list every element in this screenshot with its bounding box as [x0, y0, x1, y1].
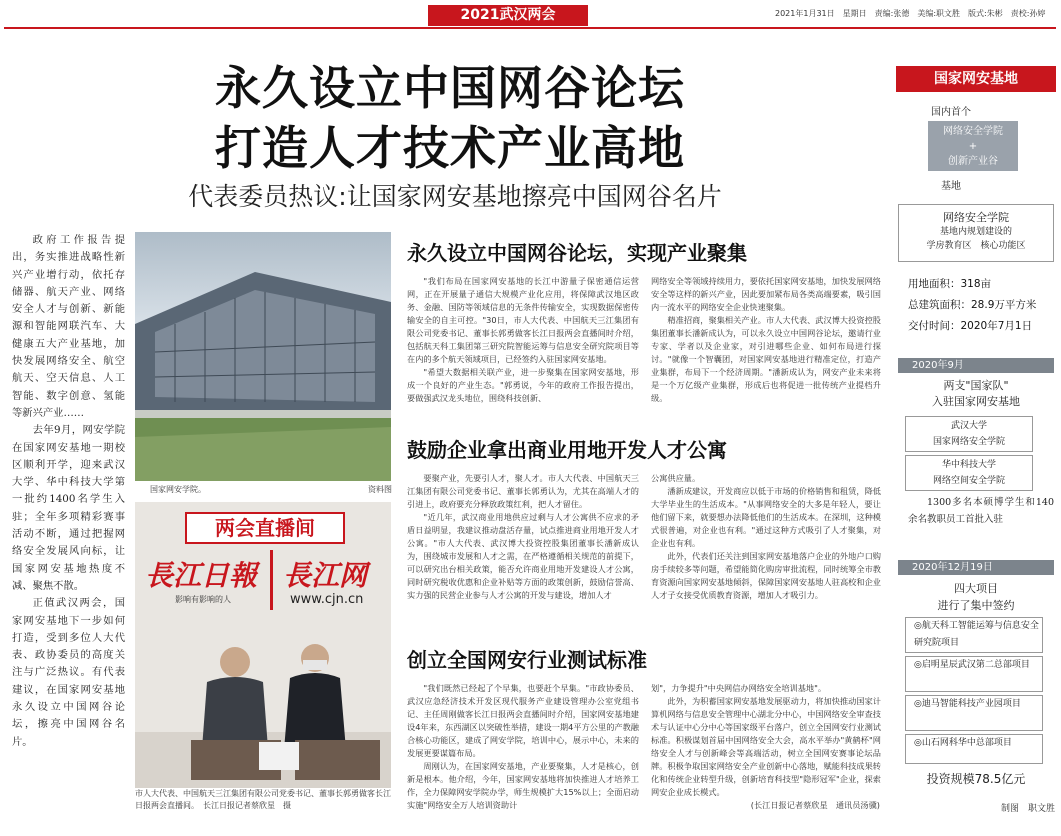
fact-land: 用地面积：318亩	[908, 278, 992, 290]
univ-school: 国家网络安全学院	[932, 437, 1005, 447]
sidebar-stats: 1300多名本硕博学生和140余名教职员工首批入驻	[908, 497, 1054, 525]
section-1-col-1	[407, 275, 639, 405]
paragraph: "我们既然已经起了个早集，也要赶个早集。"市政协委员、武汉应急经济技术开发区现代服务产业建设管理办公室党组书记、主任周刚做客长江日报两会直播间时介绍，国家网安基地建设4年来，东西湖区以突破性举措，建设一期4平方公里的产教融合核心功能区，建成了网安学院，培训中心，展示中心，未来的发展更要谋篇布局。	[407, 683, 639, 758]
brand-slogan: 影响有影响的人	[175, 595, 231, 604]
sidebar-base: 基地	[941, 181, 961, 192]
university-hust	[905, 455, 1033, 491]
article-credit: (长江日报记者蔡欣星 通讯员汤骥)	[750, 800, 880, 810]
sidebar-title: 国家网安基地	[896, 66, 1056, 92]
top-rule	[4, 27, 1056, 29]
headline-line-1: 永久设立中国网谷论坛	[215, 61, 685, 115]
univ-name: 华中科技大学	[941, 460, 996, 470]
paragraph: 划"，力争提升"中央网信办网络安全培训基地"。	[651, 683, 827, 693]
brand-right-logo: 長江网	[283, 559, 368, 592]
project-item: ◎山石网科华中总部项目	[905, 734, 1043, 764]
paragraph: "近几年，武汉商业用地供应过剩与人才公寓供不应求的矛盾日益明显，我建议推动盘活存量，试点推进商业用地开发人才公寓。"市人大代表、武汉博大投资控股集团董事长潘新成认为，围绕城市发展和人才之需，在严格遵循相关规范的前提下，可以研究出台相关政策，能否允许商业用地开发建设人才公寓，同时研究税收优惠和企业补贴等方面的政策创新，鼓励信誉高、实力强的民营企业参与人才公寓的开发与建设，增加人才	[407, 512, 639, 600]
section-banner: 2021武汉两会	[428, 5, 588, 26]
project-line-1: 四大项目	[954, 582, 998, 595]
interview-scene	[135, 622, 391, 788]
feature-line-1: 网络安全学院	[943, 126, 1003, 137]
sidebar-intro: 国内首个	[931, 107, 971, 118]
sidebar-facts	[908, 274, 1058, 337]
fact-delivery: 交付时间：2020年7月1日	[908, 320, 1033, 332]
studio-photo	[135, 502, 391, 788]
section-3-col-1	[407, 682, 639, 812]
sidebar-maker: 制图 职文胜	[1000, 804, 1055, 814]
univ-school: 网络空间安全学院	[932, 476, 1005, 486]
project-item: ◎迪马智能科技产业园项目	[905, 695, 1043, 731]
building-credit: 资料图	[368, 485, 392, 494]
building-photo	[135, 232, 391, 481]
paragraph: 此外，为积蓄国家网安基地发展驱动力，将加快推动国家计算机网络与信息安全管理中心湖北分中心，中国网络安全审查技术与认证中心分中心等国家级平台落户，创立全国网安行业测试标准。积极谋划首届中国网络安全大会，高水平举办"黄鹤杯"网络安全人才与创新峰会等高端活动，树立全国网安赛事论坛品牌。积极争取国家网络安全产业创新中心落地，赋能科技成果转化和传统企业转型升级，创新培育科技型"隐形冠军"企业，探索网安企业成长模式。	[651, 696, 881, 797]
sidebar-feature-box	[928, 121, 1018, 171]
lead-paragraph: 正值武汉两会，国家网安基地下一步如何打造，受到多位人大代表、政协委员的高度关注与广泛热议。有代表建议，在国家网安基地永久设立中国网谷论坛，擦亮中国网谷名片。	[12, 597, 125, 748]
paragraph: 潘新成建议，开发商应以低于市场的价格销售和租赁，降低大学毕业生的生活成本。"从事网络安全的大多是年轻人，要让他们留下来，就要想办法降低他们的生活成本。在深圳，这种模式很普遍，对企业也有利。"通过这种方式吸引了人才聚集，对企业也有利。	[651, 486, 881, 548]
team-line-2: 入驻国家网安基地	[932, 395, 1020, 408]
building-illustration	[135, 232, 391, 481]
paragraph: 网络安全等领域持续用力，要依托国家网安基地，加快发展网络安全等这样的新兴产业，因此要加紧布局各类高端要素，吸引国内一流水平的网络安全企业快速聚集。	[651, 276, 881, 312]
team-line-1: 两支"国家队"	[943, 379, 1009, 392]
brand-left-logo: 長江日報	[145, 559, 258, 592]
section-2-col-2	[651, 472, 881, 602]
section-2-title: 鼓励企业拿出商业用地开发人才公寓	[407, 438, 727, 462]
project-line-2: 进行了集中签约	[937, 599, 1015, 612]
paragraph: 公寓供应量。	[651, 473, 701, 483]
lead-paragraph: 去年9月，网安学院在国家网安基地一期校区顺利开学，迎来武汉大学、华中科技大学第一批约1400名学生入驻；全年多项精彩赛事活动不断，通过把握网络安全发展风向标，让国家网安基地热度不减、聚焦不散。	[12, 424, 125, 592]
project-item: ◎航天科工智能运筹与信息安全研究院项目	[905, 617, 1043, 653]
section-1-col-2	[651, 275, 881, 405]
building-caption-text: 国家网安学院。	[150, 485, 206, 494]
paragraph: 要聚产业，先要引人才，聚人才。市人大代表、中国航天三江集团有限公司党委书记、董事长郭勇认为，尤其在高端人才的引进上，政府要充分释放政策红利，把人才留住。	[407, 473, 639, 509]
sidebar-investment: 投资规模78.5亿元	[926, 772, 1026, 786]
paragraph: 周刚认为，在国家网安基地，产业要聚集，人才是核心，创新是根本。他介绍，今年，国家网安基地将加快推进人才培养工作，全力保障网安学院办学，师生规模扩大15%以上；全面启动实施"网络安全万人培训资助计	[407, 761, 639, 810]
headline-subtitle: 代表委员热议:让国家网安基地擦亮中国网谷名片	[188, 182, 722, 211]
univ-name: 武汉大学	[950, 421, 987, 431]
paragraph: "我们布局在国家网安基地的长江中游量子保密通信运营网，正在开展量子通信大规模产业化应用，将保障武汉地区政务、金融、国防等领域信息的无条件传输安全，实现数据保密传输安全的自主可控。"30日，市人大代表、中国航天三江集团有限公司党委书记、董事长郭勇做客长江日报两会直播间时介绍，包括航天科工集团第三研究院智能运筹与信息安全研究院项目等在内的多个航天领域项目，已经签约入驻国家网安基地。	[407, 276, 639, 364]
project-item: ◎启明星辰武汉第二总部项目	[905, 656, 1043, 692]
brand-url: www.cjn.cn	[290, 592, 364, 607]
feature-line-2: 创新产业谷	[948, 156, 998, 167]
paragraph: 精准招商，聚集相关产业。市人大代表、武汉博大投资控股集团董事长潘新成认为，可以永久设立中国网谷论坛，邀请行业专家、学者以及企业家，对引进哪些企业、如何布局进行探讨。"就像一个智囊团，对国家网安基地进行精准定位，打造产业集群，布局下一个经济周期。"潘新成认为，网安产业未来将是一个万亿级产业集群，形成后也将促进一批传统产业提档升级。	[651, 315, 881, 403]
sidebar-project-block	[898, 580, 1054, 614]
school-sub-2: 学房教育区 核心功能区	[926, 241, 1026, 251]
section-2-col-1	[407, 472, 639, 602]
university-whu	[905, 416, 1033, 452]
building-caption	[150, 484, 392, 495]
fact-area: 总建筑面积：28.9万平方米	[908, 299, 1037, 311]
sidebar-school-box	[898, 204, 1054, 262]
school-sub-1: 基地内规划建设的	[939, 227, 1012, 237]
sidebar-date-2: 2020年12月19日	[898, 560, 1054, 575]
section-1-title: 永久设立中国网谷论坛，实现产业聚集	[407, 241, 747, 265]
live-room-label: 两会直播间	[185, 512, 345, 544]
section-3-col-2	[651, 682, 881, 799]
section-3-title: 创立全国网安行业测试标准	[407, 648, 647, 672]
school-name: 网络安全学院	[943, 211, 1009, 224]
lead-column	[12, 232, 125, 802]
feature-plus: +	[968, 141, 978, 152]
lead-paragraph: 政府工作报告提出，务实推进战略性新兴产业增行动，依托存储器、航天产业、网络安全人才与创新、新能源和智能网联汽车、大健康五大产业基地，加快发展网络安全、航空航天、空天信息、人工智能、数字创意、氢能等新兴产业……	[12, 234, 125, 419]
studio-caption: 市人大代表、中国航天三江集团有限公司党委书记、董事长郭勇做客长江日报两会直播间。 长江日报记者蔡欣星 摄	[135, 789, 391, 810]
paragraph: "希望大数据相关联产业，进一步聚集在国家网安基地，形成一个良好的产业生态。"郭勇说，今年的政府工作报告提出，要做强武汉龙头地位，围绕科技创新、	[407, 367, 639, 403]
headline-line-2: 打造人才技术产业高地	[215, 121, 685, 175]
sidebar-date-1: 2020年9月	[898, 358, 1054, 373]
paragraph: 此外，代表们还关注到国家网安基地落户企业的外地户口购房手续较多等问题，希望能简化购房审批流程，同时统筹全市教育资源向国家网安基地倾斜，保障国家网安基地人驻高校和企业人才子女接受优质教育资源，增加人才吸引力。	[651, 551, 881, 600]
page-meta: 2021年1月31日 星期日 责编:张德 美编:职文胜 版式:朱彬 责校:孙婷	[775, 9, 1046, 18]
sidebar-team-block	[898, 378, 1054, 410]
